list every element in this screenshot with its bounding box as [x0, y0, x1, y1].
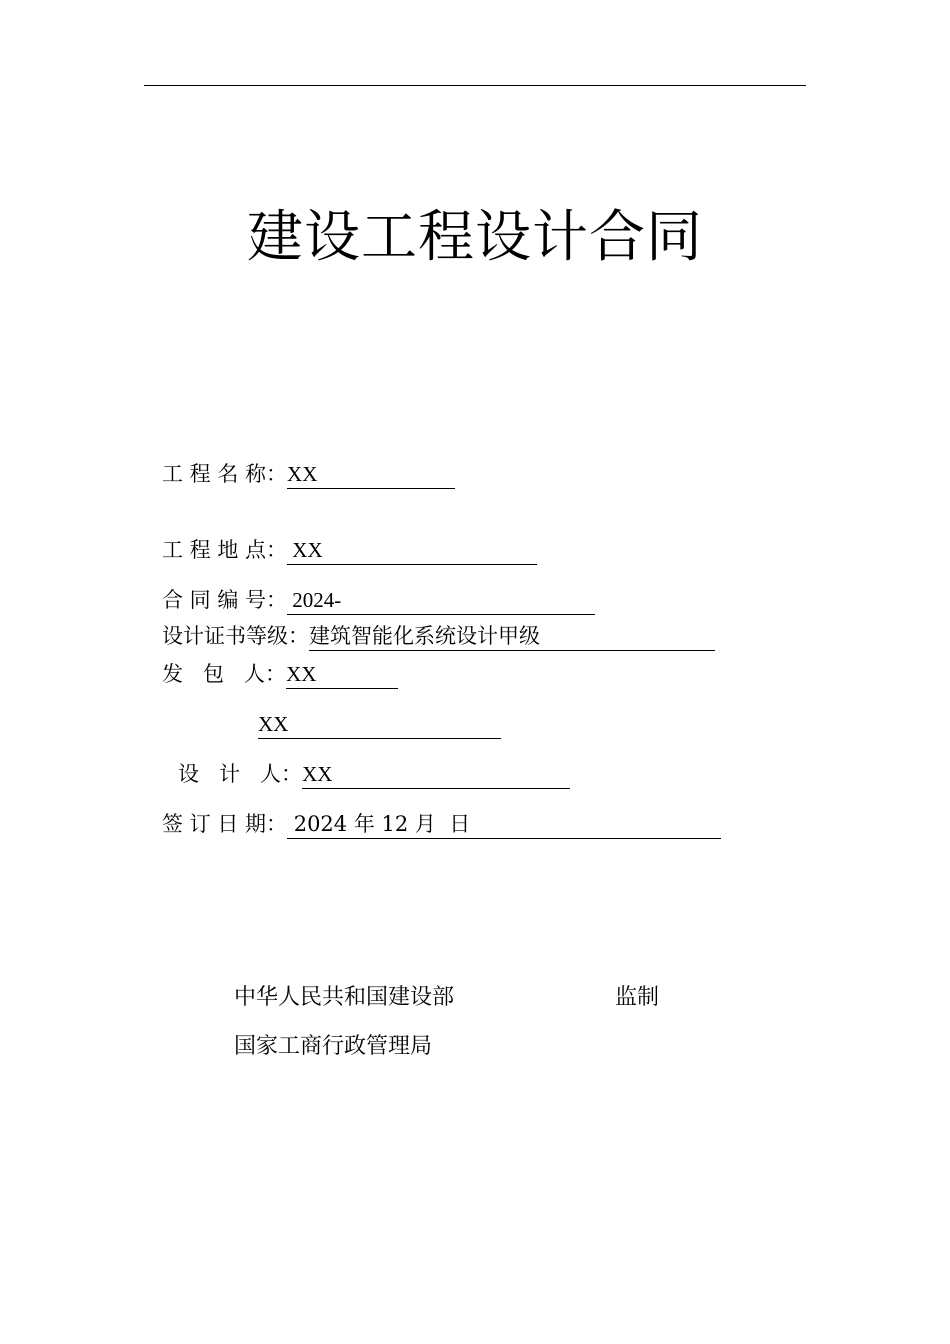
field-label: 发 包 人：: [162, 662, 287, 686]
field-employer-extra: [258, 710, 501, 739]
field-project-location: [162, 536, 537, 565]
field-value: 2024 年 12 月 日: [287, 812, 721, 839]
field-cert-grade: [162, 622, 715, 651]
field-sign-date: [162, 810, 721, 839]
header-rule: [144, 85, 806, 86]
field-project-name: [162, 460, 455, 489]
field-designer: [178, 760, 570, 789]
field-value: XX: [258, 712, 501, 739]
field-value: 2024-: [287, 588, 595, 615]
field-employer: [162, 660, 398, 689]
field-label: 工 程 名 称：: [162, 462, 288, 486]
field-value: XX: [287, 462, 455, 489]
authority-commerce: 国家工商行政管理局: [234, 1034, 433, 1059]
field-label: 工 程 地 点：: [162, 538, 288, 562]
field-value: XX: [286, 662, 398, 689]
field-label: 设 计 人：: [178, 762, 303, 786]
field-label: 设计证书等级：: [162, 624, 309, 648]
field-value: XX: [302, 762, 570, 789]
field-value: 建筑智能化系统设计甲级: [309, 624, 715, 651]
field-value: XX: [287, 538, 537, 565]
field-label: 合 同 编 号：: [162, 588, 288, 612]
authority-construction: 中华人民共和国建设部: [234, 985, 455, 1010]
document-title: 建设工程设计合同: [247, 205, 703, 270]
field-label: 签 订 日 期：: [162, 812, 288, 836]
supervision-label: 监制: [615, 985, 660, 1010]
field-contract-number: [162, 586, 595, 615]
